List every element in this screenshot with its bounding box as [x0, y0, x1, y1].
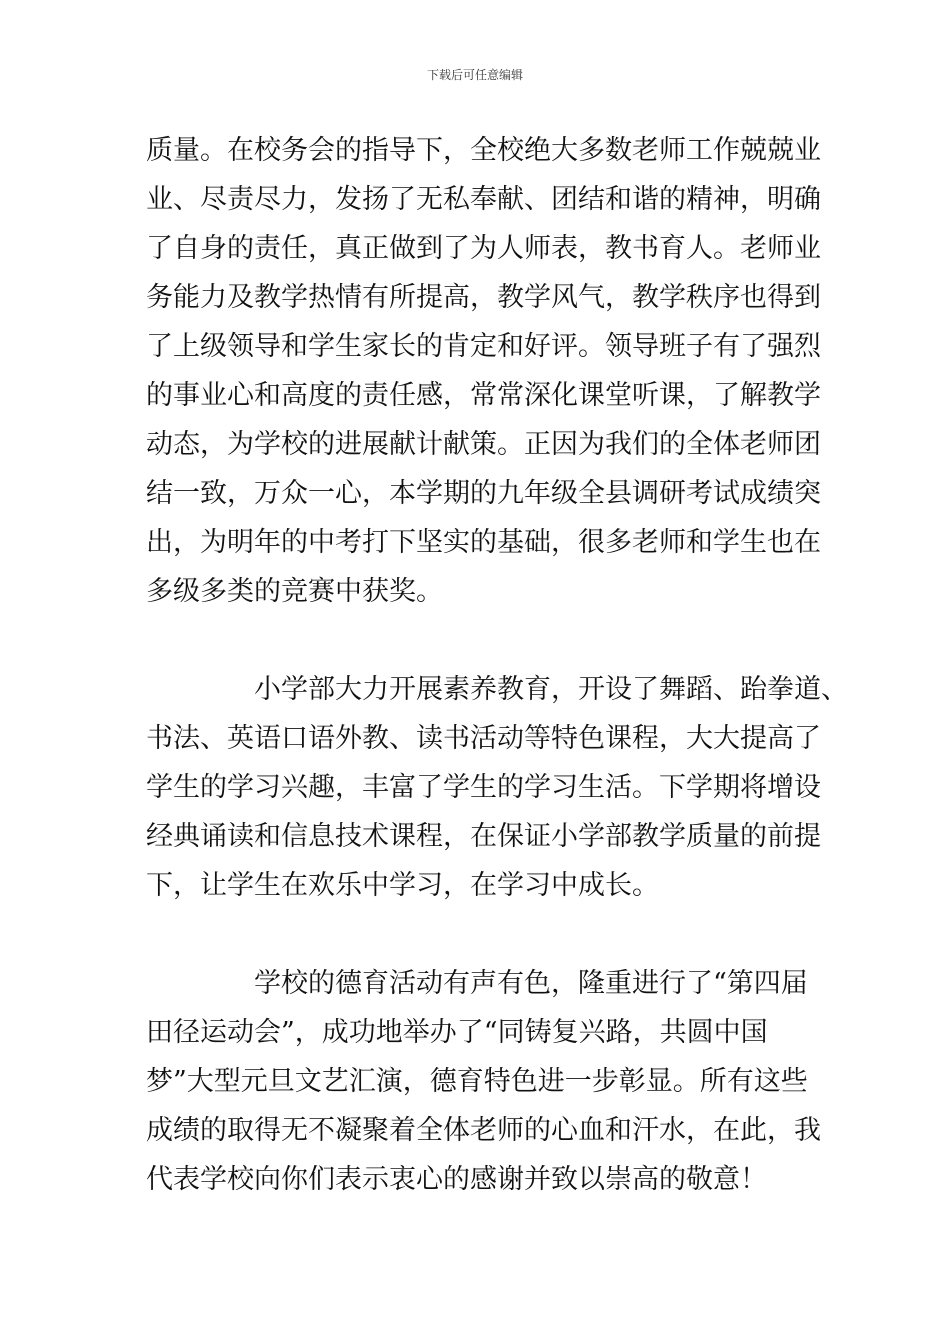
text-line: 书法、英语口语外教、读书活动等特色课程，大大提高了 [146, 723, 821, 754]
text-line: 出，为明年的中考打下坚实的基础，很多老师和学生也在 [146, 527, 821, 558]
text-line: 结一致，万众一心，本学期的九年级全县调研考试成绩突 [146, 478, 821, 509]
text-line: 学生的学习兴趣，丰富了学生的学习生活。下学期将增设 [146, 772, 821, 803]
text-line: 了自身的责任，真正做到了为人师表，教书育人。老师业 [146, 233, 821, 264]
text-line: 小学部大力开展素养教育，开设了舞蹈、跆拳道、 [254, 674, 848, 705]
text-line: 田径运动会”，成功地举办了“同铸复兴路，共圆中国 [146, 1017, 768, 1048]
document-body [146, 126, 848, 1204]
text-line: 务能力及教学热情有所提高，教学风气，教学秩序也得到 [146, 282, 821, 313]
paragraph-3 [146, 959, 826, 1204]
text-line: 业、尽责尽力，发扬了无私奉献、团结和谐的精神，明确 [146, 184, 821, 215]
text-line: 的事业心和高度的责任感，常常深化课堂听课，了解教学 [146, 380, 821, 411]
paragraph-spacer [146, 616, 826, 665]
text-line: 梦”大型元旦文艺汇演，德育特色进一步彰显。所有这些 [146, 1066, 808, 1097]
text-line: 了上级领导和学生家长的肯定和好评。领导班子有了强烈 [146, 331, 821, 362]
paragraph-spacer [146, 910, 826, 959]
text-line: 代表学校向你们表示衷心的感谢并致以崇高的敬意！ [146, 1164, 767, 1195]
text-line: 成绩的取得无不凝聚着全体老师的心血和汗水，在此，我 [146, 1115, 821, 1146]
paragraph-1 [146, 126, 826, 616]
text-line: 经典诵读和信息技术课程，在保证小学部教学质量的前提 [146, 821, 821, 852]
text-line: 学校的德育活动有声有色，隆重进行了“第四届 [254, 968, 808, 999]
text-line: 多级多类的竞赛中获奖。 [146, 576, 443, 607]
text-line: 质量。在校务会的指导下，全校绝大多数老师工作兢兢业 [146, 135, 821, 166]
text-line: 动态，为学校的进展献计献策。正因为我们的全体老师团 [146, 429, 821, 460]
paragraph-2 [146, 665, 848, 910]
text-line: 下，让学生在欢乐中学习，在学习中成长。 [146, 870, 659, 901]
page-header: 下载后可任意编辑 [426, 68, 523, 82]
